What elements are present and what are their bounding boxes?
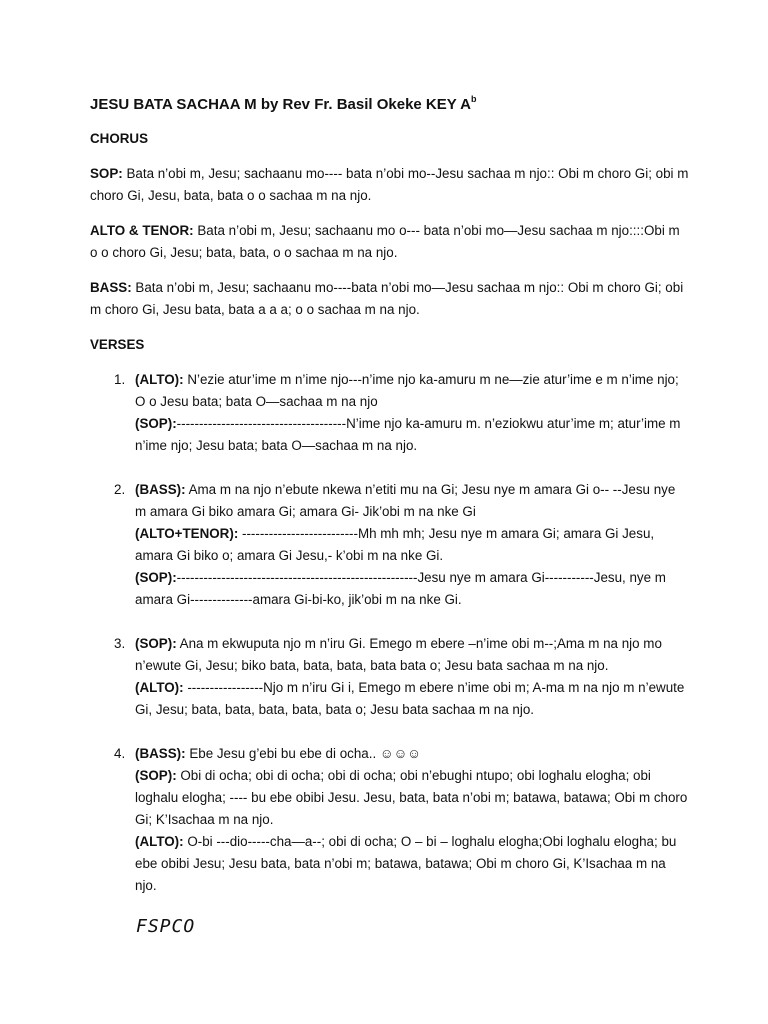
part-text: --------------------------------------N’ime njo ka-amuru m. n’eziokwu atur’ime m; atur’ime m n’ime njo; Jesu bata; bata O—sachaa m na njo. (135, 416, 681, 453)
verse-part (135, 567, 690, 611)
chorus-heading: CHORUS (90, 131, 149, 146)
part-label: (SOP): (135, 416, 177, 431)
verses-heading: VERSES (90, 337, 145, 352)
part-text: ------------------------------------------------------Jesu nye m amara Gi-----------Jesu, nye m amara Gi--------------amara Gi-bi-ko, jik’obi m na nke Gi. (135, 570, 666, 607)
verse-item-3 (90, 633, 690, 721)
verse-number: 1. (114, 372, 126, 387)
part-text: Ebe Jesu g’ebi bu ebe di ocha.. ☺☺☺ (185, 746, 421, 761)
part-text: Bata n’obi m, Jesu; sachaanu mo----bata n’obi mo—Jesu sachaa m njo:: Obi m choro Gi; obi m choro Gi, Jesu bata, bata a a a; o o sachaa m na njo. (90, 280, 684, 317)
verse-part (135, 677, 690, 721)
part-label: (ALTO): (135, 834, 184, 849)
verse-item-2 (90, 479, 690, 611)
part-text: Ama m na njo n’ebute nkewa n’etiti mu na Gi; Jesu nye m amara Gi o-- --Jesu nye m amara Gi biko amara Gi; amara Gi- Jik’obi m na nke Gi (135, 482, 676, 519)
part-text: N’ezie atur’ime m n’ime njo---n’ime njo ka-amuru m ne—zie atur’ime e m n’ime njo; O o Jesu bata; bata O—sachaa m na njo (135, 372, 679, 409)
part-text: Bata n’obi m, Jesu; sachaanu mo o--- bata n’obi mo—Jesu sachaa m njo::::Obi m o o choro Gi, Jesu; bata, bata, o o sachaa m na njo. (90, 223, 680, 260)
part-text: Bata n’obi m, Jesu; sachaanu mo---- bata n’obi mo--Jesu sachaa m njo:: Obi m choro Gi; obi m choro Gi, Jesu, bata, bata o o sachaa m na njo. (90, 166, 689, 203)
part-text: O-bi ---dio-----cha—a--; obi di ocha; O – bi – loghalu elogha;Obi loghalu elogha; bu ebe obibi Jesu; Jesu bata, bata n’obi m; batawa, batawa; Obi m choro Gi, K’Isachaa m na njo. (135, 834, 677, 893)
verses-list (90, 369, 690, 897)
key-flat-superscript: b (470, 94, 477, 104)
verse-number: 4. (114, 746, 126, 761)
verse-part (135, 633, 690, 677)
part-label: (ALTO): (135, 680, 184, 695)
verse-number: 3. (114, 636, 126, 651)
title-text: JESU BATA SACHAA M by Rev Fr. Basil Okeke KEY A (90, 96, 471, 113)
part-label: SOP: (90, 166, 123, 181)
part-label: (ALTO+TENOR): (135, 526, 239, 541)
part-label: BASS: (90, 280, 132, 295)
part-label: (ALTO): (135, 372, 184, 387)
part-label: (SOP): (135, 768, 177, 783)
verse-part (135, 413, 690, 457)
part-label: (BASS): (135, 482, 186, 497)
verse-part (135, 831, 690, 897)
verse-part (135, 369, 690, 413)
chorus-part-sop (90, 163, 690, 207)
part-label: (SOP): (135, 570, 177, 585)
part-label: ALTO & TENOR: (90, 223, 194, 238)
verse-part (135, 743, 690, 765)
chorus-part-bass (90, 277, 690, 321)
chorus-part-alto-tenor (90, 220, 690, 264)
document-page (90, 88, 690, 919)
verse-part (135, 523, 690, 567)
document-title (90, 88, 690, 116)
signature: FSPCO (136, 916, 196, 937)
part-label: (SOP): (135, 636, 177, 651)
part-label: (BASS): (135, 746, 186, 761)
verse-item-1 (90, 369, 690, 457)
verse-part (135, 479, 690, 523)
part-text: --------------------------Mh mh mh; Jesu nye m amara Gi; amara Gi Jesu, amara Gi biko o; amara Gi Jesu,- k’obi m na nke Gi. (135, 526, 655, 563)
verse-item-4 (90, 743, 690, 897)
part-text: Obi di ocha; obi di ocha; obi di ocha; obi n’ebughi ntupo; obi loghalu elogha; obi loghalu elogha; ---- bu ebe obibi Jesu. Jesu, bata, bata n’obi m; batawa, batawa; Obi m choro Gi; K’Isachaa m na njo. (135, 768, 688, 827)
verse-number: 2. (114, 482, 126, 497)
part-text: Ana m ekwuputa njo m n’iru Gi. Emego m ebere –n’ime obi m--;Ama m na njo mo n’ewute Gi, Jesu; biko bata, bata, bata, bata bata o; Jesu bata sachaa m na njo. (135, 636, 662, 673)
verse-part (135, 765, 690, 831)
part-text: -----------------Njo m n’iru Gi i, Emego m ebere n’ime obi m; A-ma m na njo m n’ewute Gi, Jesu; bata, bata, bata, bata, bata o; Jesu bata sachaa m na njo. (135, 680, 685, 717)
